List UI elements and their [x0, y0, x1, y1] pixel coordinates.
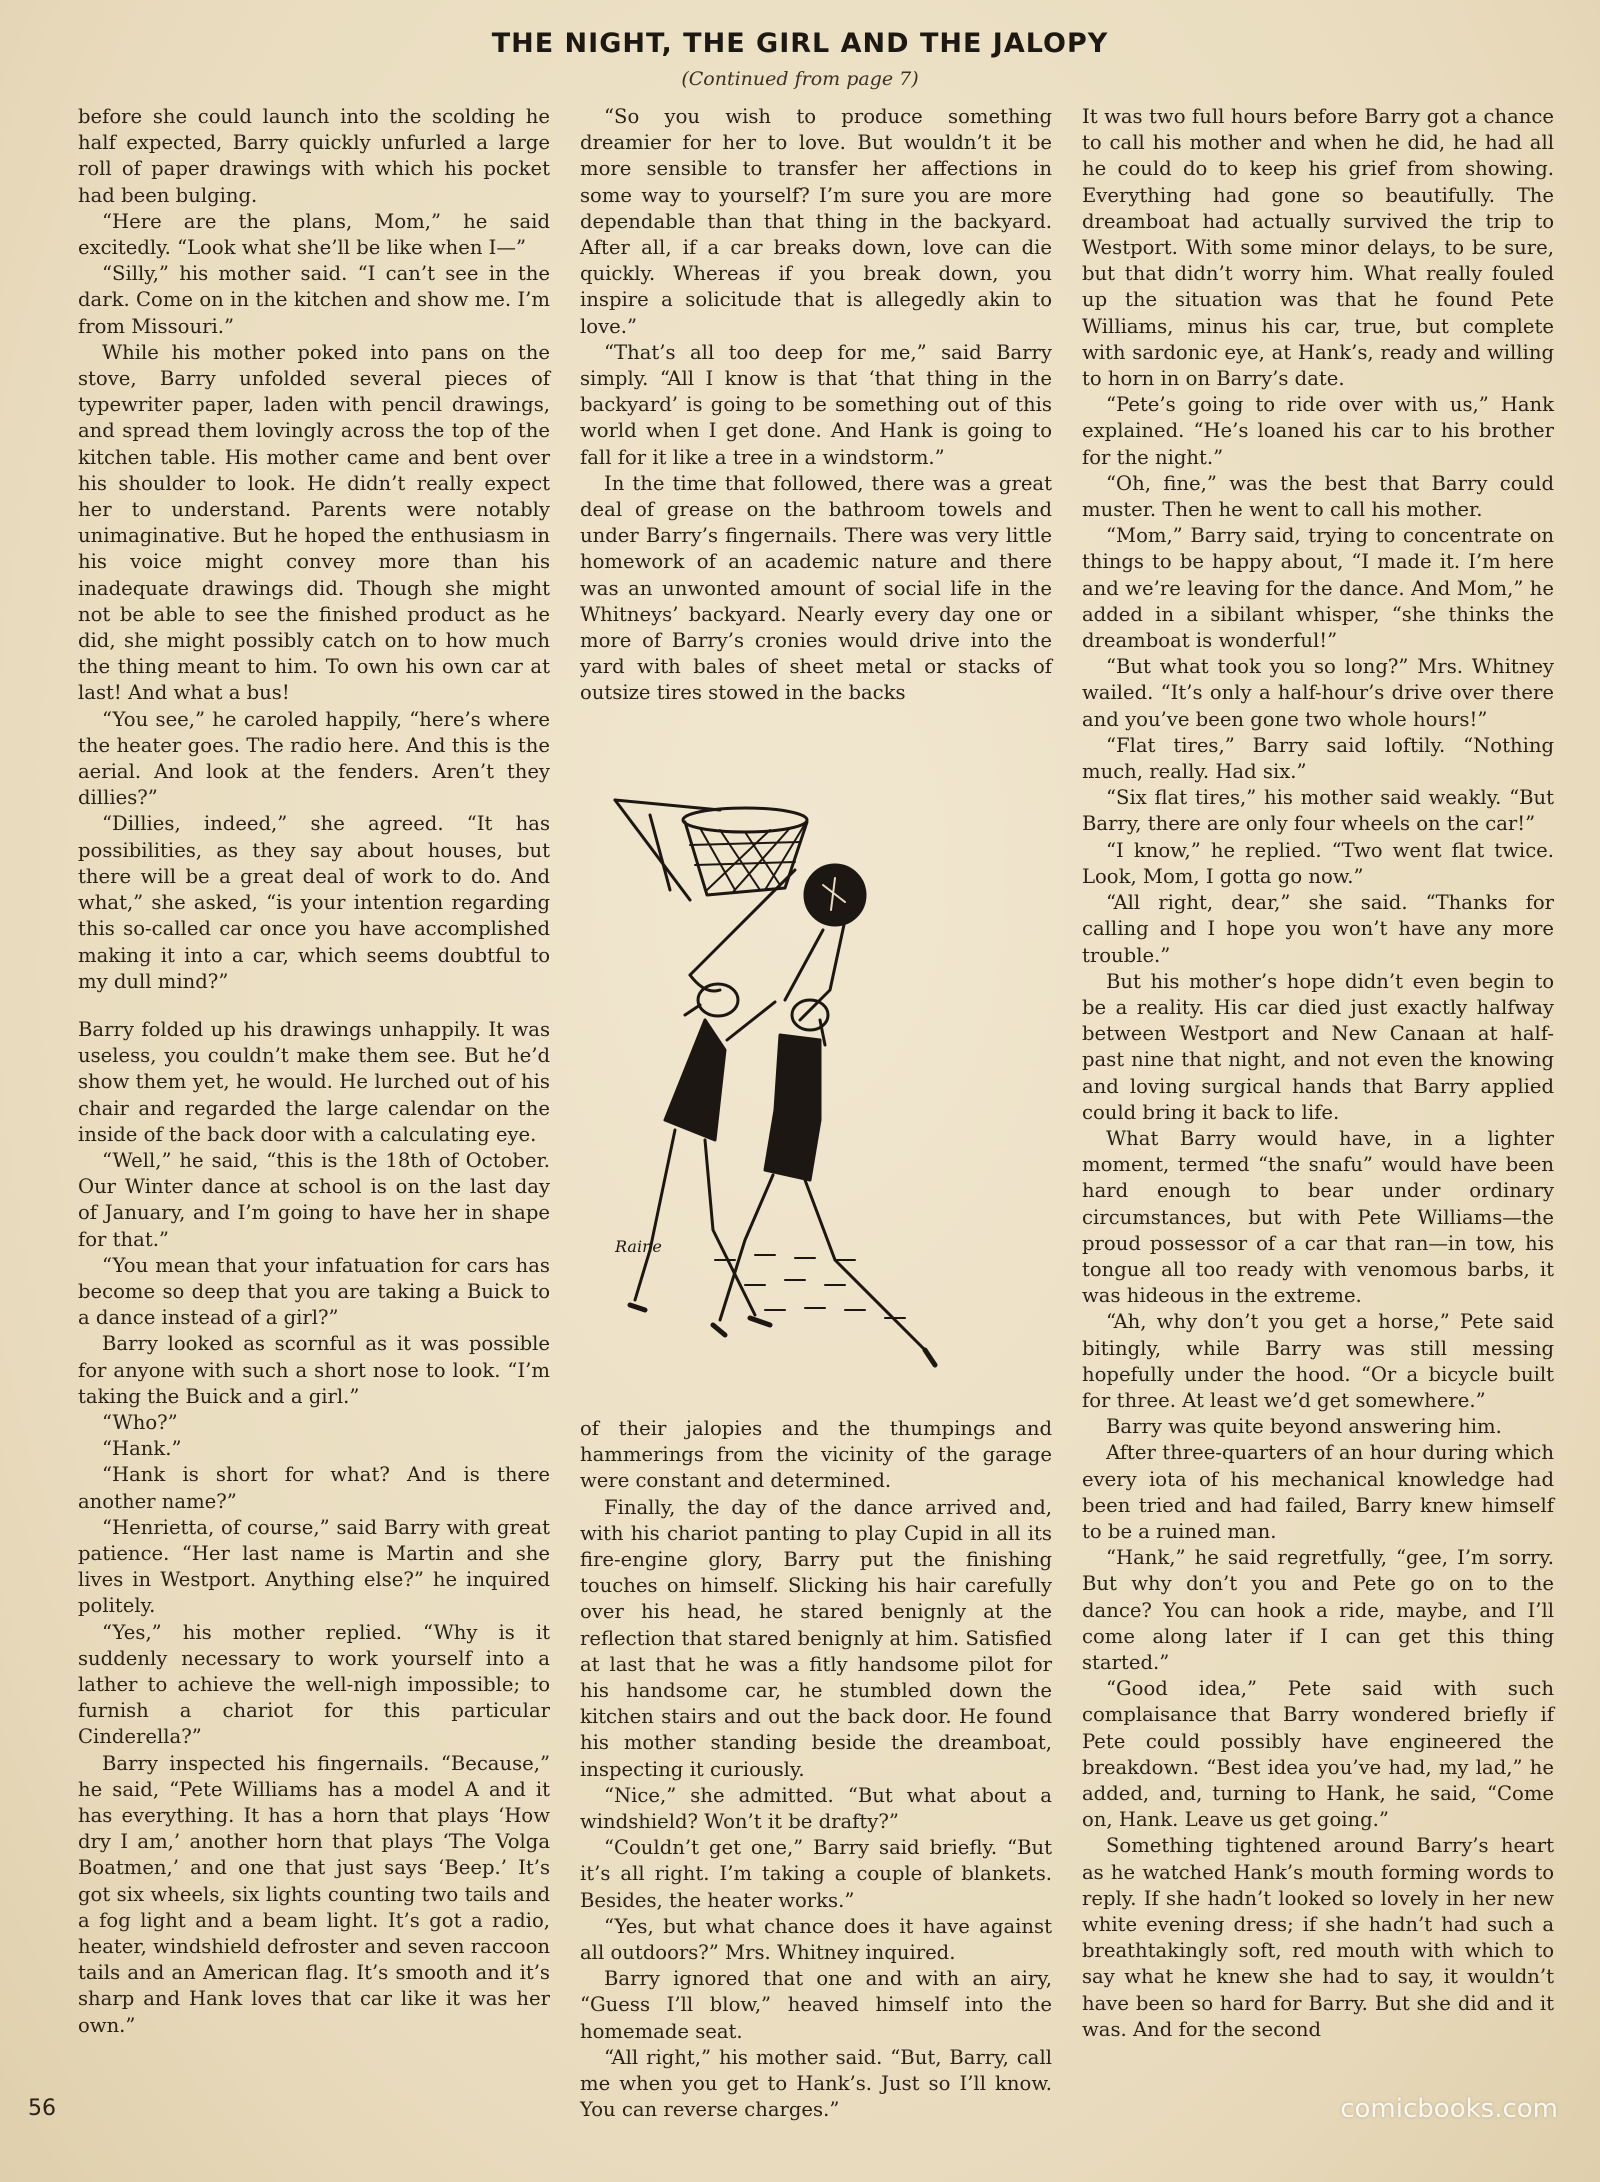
paragraph: “Couldn’t get one,” Barry said briefly. “But it’s all right. I’m taking a couple of blankets. Besides, the heater works.”: [580, 1836, 1052, 1912]
paragraph: “Who?”: [102, 1410, 178, 1434]
paragraph: “Well,” he said, “this is the 18th of October. Our Winter dance at school is on the last day of January, and I’m going to have her in shape for that.”: [78, 1148, 550, 1251]
site-watermark[interactable]: comicbooks.com: [1340, 2094, 1558, 2124]
page-number: 56: [28, 2096, 56, 2121]
paragraph: “Pete’s going to ride over with us,” Hank explained. “He’s loaned his car to his brother for the night.”: [1082, 393, 1554, 469]
paragraph: Finally, the day of the dance arrived and, with his chariot panting to play Cupid in all its fire-engine glory, Barry put the finishing touches on himself. Slicking his hair carefully over his head, he stared benignly at the reflection that stared benignly at him. Satisfied at last that he was a fitly handsome pilot for his handsome car, he stumbled down the kitchen stairs and out the back door. He found his mother standing beside the dreamboat, inspecting it curiously.: [580, 1495, 1052, 1781]
paragraph: “Good idea,” Pete said with such complaisance that Barry wondered briefly if Pete could possibly have engineered the breakdown. “Best idea you’ve had, my lad,” he added, and, turning to Hank, he said, “Come on, Hank. Leave us get going.”: [1082, 1677, 1554, 1832]
section-opening-paragraph: It was two full hours before Barry got a chance to call his mother and when he did, he had all he could do to keep his grief from showing. Everything had gone so beautifully. The dreamboat had actually survived the trip to Westport. With some minor delays, to be sure, but that didn’t worry him. What really fouled up the situation was that he found Pete Williams, minus his car, true, but complete with sardonic eye, at Hank’s, ready and willing to horn in on Barry’s date.: [1082, 105, 1554, 391]
paragraph: “Six flat tires,” his mother said weakly. “But Barry, there are only four wheels on the car!”: [1082, 786, 1554, 836]
paragraph: After three-quarters of an hour during which every iota of his mechanical knowledge had been tried and had failed, Barry knew himself to be a ruined man.: [1082, 1441, 1554, 1543]
paragraph: “You mean that your infatuation for cars has become so deep that you are taking a Buick to a dance instead of a girl?”: [78, 1253, 550, 1330]
paragraph: before she could launch into the scolding he half expected, Barry quickly unfurled a large roll of paper drawings with which his pocket had been bulging.: [78, 105, 550, 207]
paragraph: Barry looked as scornful as it was possible for anyone with such a short nose to look. “I’m taking the Buick and a girl.”: [78, 1332, 550, 1408]
paragraph: “Oh, fine,” was the best that Barry could muster. Then he went to call his mother.: [1082, 471, 1554, 522]
artist-signature: Raine: [615, 1237, 662, 1256]
paragraph: “Here are the plans, Mom,” he said excitedly. “Look what she’ll be like when I—”: [78, 209, 550, 260]
paragraph: Something tightened around Barry’s heart as he watched Hank’s mouth forming words to reply. If she hadn’t looked so lovely in her new white evening dress; if she hadn’t had such a breathtakingly soft, red mouth with which to say what he knew she had to say, it wouldn’t have been so hard for Barry. But she did and it was. And for the second: [1082, 1834, 1554, 2041]
section-opening-paragraph: Barry folded up his drawings unhappily. It was useless, you couldn’t make them see. But he’d show them yet, he would. He lurched out of his chair and regarded the large calendar on the inside of the back door with a calculating eye.: [78, 1017, 550, 1146]
paragraph: “Hank is short for what? And is there another name?”: [78, 1463, 550, 1513]
story-title: THE NIGHT, THE GIRL AND THE JALOPY: [491, 28, 1109, 59]
paragraph: “You see,” he caroled happily, “here’s where the heater goes. The radio here. And this is the aerial. And look at the fenders. Aren’t they dillies?”: [78, 707, 550, 810]
paragraph: While his mother poked into pans on the stove, Barry unfolded several pieces of typewriter paper, laden with pencil drawings, and spread them lovingly across the top of the kitchen table. His mother came and bent over his shoulder to look. He didn’t really expect her to understand. Parents were notably unimaginative. But he hoped the enthusiasm in his voice might convey more than his inadequate drawings did. Though she might not be able to see the finished product as he did, she might possibly catch on to how much the thing meant to him. To own his own car at last! And what a bus!: [78, 340, 550, 705]
paragraph: “All right,” his mother said. “But, Barry, call me when you get to Hank’s. Just so I’ll know. You can reverse charges.”: [580, 2045, 1052, 2122]
paragraph: “Mom,” Barry said, trying to concentrate on things to be happy about, “I made it. I’m here and we’re leaving for the dance. And Mom,” he added in a sibilant whisper, “she thinks the dreamboat is wonderful!”: [1082, 524, 1554, 653]
paragraph: In the time that followed, there was a great deal of grease on the bathroom towels and under Barry’s fingernails. There was very little homework of an academic nature and there was an unwonted amount of social life in the Whitneys’ backyard. Nearly every day one or more of Barry’s cronies would drive into the yard with bales of sheet metal or stacks of outsize tires stowed in the backs: [580, 471, 1052, 705]
paragraph: Barry was quite beyond answering him.: [1106, 1415, 1502, 1439]
paragraph: “Hank.”: [102, 1437, 182, 1461]
paragraph: “Hank,” he said regretfully, “gee, I’m sorry. But why don’t you and Pete go on to the dance? You can hook a ride, maybe, and I’ll come along later if I can get this thing started.”: [1082, 1546, 1554, 1674]
paragraph: But his mother’s hope didn’t even begin to be a reality. His car died just exactly halfway between Westport and New Canaan at half-past nine that night, and not even the knowing and loving surgical hands that Barry applied could bring it back to life.: [1082, 969, 1554, 1124]
paragraph: “All right, dear,” she said. “Thanks for calling and I hope you won’t have any more trouble.”: [1082, 891, 1554, 967]
paragraph: “Yes, but what chance does it have against all outdoors?” Mrs. Whitney inquired.: [580, 1914, 1052, 1965]
text-column-2-continued: [580, 1416, 1052, 2123]
paragraph: “Henrietta, of course,” said Barry with great patience. “Her last name is Martin and she lives in Westport. Anything else?” he inquired politely.: [78, 1515, 550, 1618]
paragraph: “Ah, why don’t you get a horse,” Pete said bitingly, while Barry was still messing hopefully under the hood. “Or a bicycle built for three. At least we’d get somewhere.”: [1082, 1310, 1554, 1412]
paragraph: What Barry would have, in a lighter moment, termed “the snafu” would have been hard enough to bear under ordinary circumstances, but with Pete Williams—the proud possessor of a car that ran—in tow, his tongue all too ready with venomous barbs, it was hideous in the extreme.: [1082, 1126, 1554, 1308]
continued-note: (Continued from page 7): [681, 68, 919, 90]
paragraph: “Silly,” his mother said. “I can’t see in the dark. Come on in the kitchen and show me. I’m from Missouri.”: [78, 262, 550, 338]
paragraph: “Dillies, indeed,” she agreed. “It has possibilities, as they say about houses, but there will be a great deal of work to do. And what,” she asked, “is your intention regarding this so-called car once you have accomplished making it into a car, which seems doubtful to my dull mind?”: [78, 812, 550, 993]
paragraph: “Yes,” his mother replied. “Why is it suddenly necessary to work yourself into a lather to achieve the well-nigh impossible; to furnish a chariot for this particular Cinderella?”: [78, 1620, 550, 1749]
paragraph: “Flat tires,” Barry said loftily. “Nothing much, really. Had six.”: [1082, 733, 1554, 784]
basketball-girls-illustration: [595, 790, 1045, 1400]
paragraph: “But what took you so long?” Mrs. Whitney wailed. “It’s only a half-hour’s drive over there and you’ve been gone two whole hours!”: [1082, 655, 1554, 731]
paragraph: “Nice,” she admitted. “But what about a windshield? Won’t it be drafty?”: [580, 1783, 1052, 1834]
paragraph: Barry inspected his fingernails. “Because,” he said, “Pete Williams has a model A and it has everything. It has a horn that plays ‘How dry I am,’ another horn that plays ‘The Volga Boatmen,’ and one that just says ‘Beep.’ It’s got six wheels, six lights counting two tails and a fog light and a beam light. It’s got a radio, heater, windshield defroster and seven raccoon tails and an American flag. It’s smooth and it’s sharp and Hank loves that car like it was her own.”: [78, 1751, 550, 2037]
paragraph: “That’s all too deep for me,” said Barry simply. “All I know is that ‘that thing in the backyard’ is going to be something out of this world when I get done. And Hank is going to fall for it like a tree in a windstorm.”: [580, 340, 1052, 469]
paragraph: of their jalopies and the thumpings and hammerings from the vicinity of the garage were constant and determined.: [580, 1417, 1052, 1493]
text-column-3: [1082, 104, 1554, 2043]
paragraph: Barry ignored that one and with an airy, “Guess I’ll blow,” heaved himself into the homemade seat.: [580, 1967, 1052, 2043]
paragraph: “So you wish to produce something dreamier for her to love. But wouldn’t it be more sensible to transfer her affections in some way to yourself? I’m sure you are more dependable than that thing in the backyard. After all, if a car breaks down, love can die quickly. Whereas if you break down, you inspire a solicitude that is allegedly akin to love.”: [580, 105, 1052, 338]
text-column-1: [78, 104, 550, 2039]
text-column-2: [580, 104, 1052, 707]
paragraph: “I know,” he replied. “Two went flat twice. Look, Mom, I gotta go now.”: [1082, 838, 1554, 888]
